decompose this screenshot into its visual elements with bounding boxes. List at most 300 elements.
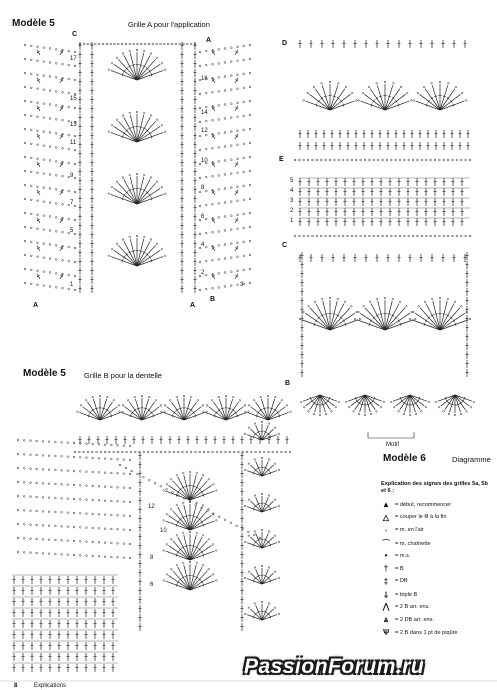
chain-mark: [48, 469, 50, 471]
chain-mark: [347, 159, 349, 161]
chain-mark: [438, 159, 440, 161]
chain-mark: [137, 473, 139, 475]
chain-mark: [431, 298, 433, 300]
grid-a-row-15: 15: [70, 96, 77, 102]
chain-mark: [342, 235, 344, 237]
stitch-mark: [226, 402, 239, 420]
grid-a-row-16: 16: [201, 76, 208, 82]
stitch-mark: [455, 395, 469, 406]
chain-mark: [54, 525, 56, 527]
legend-symbol-icon: ⌒: [382, 539, 390, 549]
chain-mark: [239, 400, 241, 402]
chain-mark: [17, 495, 19, 497]
stitch-mark: [268, 407, 285, 420]
chain-mark: [23, 551, 25, 553]
chain-mark: [469, 318, 471, 320]
chain-mark: [395, 159, 397, 161]
chain-mark: [329, 297, 331, 299]
chain-mark: [94, 43, 96, 45]
chain-mark: [86, 527, 88, 529]
chain-mark: [156, 119, 158, 121]
chain-mark: [37, 144, 39, 146]
legend-text: = 2 DB arr. ens.: [395, 617, 435, 624]
chain-mark: [208, 538, 210, 540]
chain-mark: [86, 457, 88, 459]
chain-mark: [37, 284, 39, 286]
chain-mark: [54, 483, 56, 485]
chain-mark: [129, 501, 131, 503]
stitch-mark: [309, 94, 330, 110]
chain-mark: [351, 159, 353, 161]
chain-mark: [43, 131, 45, 133]
stitch-bar: [369, 402, 372, 404]
stitch-bar: [148, 409, 151, 411]
chain-mark: [312, 159, 314, 161]
grid-b-row-12: 12: [148, 504, 155, 510]
chain-mark: [92, 471, 94, 473]
chain-mark: [37, 158, 39, 160]
chain-mark: [54, 497, 56, 499]
chain-mark: [430, 159, 432, 161]
chain-mark: [68, 50, 70, 52]
stitch-mark: [209, 407, 226, 420]
chain-mark: [307, 159, 309, 161]
chain-mark: [62, 91, 64, 93]
stitch-bar: [315, 319, 317, 322]
chain-mark: [17, 453, 19, 455]
chain-mark: [307, 92, 309, 94]
chain-mark: [342, 159, 344, 161]
chain-mark: [456, 235, 458, 237]
chain-mark: [74, 163, 76, 165]
stitch-bar: [201, 521, 203, 524]
stitch-mark: [330, 85, 338, 110]
chain-mark: [62, 259, 64, 261]
chain-mark: [74, 79, 76, 81]
stitch-bar: [324, 314, 327, 315]
chain-mark: [435, 401, 437, 403]
stitch-bar: [92, 409, 95, 411]
chain-mark: [43, 75, 45, 77]
chain-mark: [42, 538, 44, 540]
chain-mark: [104, 542, 106, 544]
stitch-bar: [177, 521, 179, 524]
chain-mark: [61, 497, 63, 499]
chain-mark: [164, 405, 166, 407]
chain-mark: [43, 47, 45, 49]
chain-mark: [331, 411, 333, 413]
chain-mark: [62, 287, 64, 289]
chain-mark: [147, 451, 149, 453]
chain-mark: [362, 92, 364, 94]
chain-mark: [80, 405, 82, 407]
chain-mark: [86, 499, 88, 501]
stitch-mark: [364, 94, 385, 110]
chain-mark: [224, 272, 226, 274]
chain-mark: [224, 258, 226, 260]
stitch-bar: [379, 314, 382, 315]
chain-mark: [111, 62, 113, 64]
chain-mark: [62, 147, 64, 149]
chain-mark: [30, 468, 32, 470]
chain-mark: [259, 451, 261, 453]
chain-mark: [335, 406, 337, 408]
stitch-bar: [434, 314, 437, 315]
chain-mark: [61, 441, 63, 443]
chain-mark: [108, 255, 110, 257]
chain-mark: [190, 396, 192, 398]
chain-mark: [92, 555, 94, 557]
chain-mark: [243, 115, 245, 117]
stitch-mark: [432, 85, 440, 110]
chain-mark: [110, 542, 112, 544]
chain-mark: [199, 65, 201, 67]
chain-mark: [224, 286, 226, 288]
chain-mark: [36, 454, 38, 456]
chain-mark: [129, 515, 131, 517]
chain-mark: [24, 156, 26, 158]
chain-mark: [249, 268, 251, 270]
chain-mark: [92, 513, 94, 515]
chain-mark: [236, 525, 238, 527]
chain-mark: [24, 184, 26, 186]
chain-mark: [68, 190, 70, 192]
chain-mark: [224, 216, 226, 218]
chain-mark: [348, 406, 350, 408]
grid-tr-motif-label: Motif: [386, 442, 400, 448]
chain-mark: [164, 451, 166, 453]
chain-mark: [110, 472, 112, 474]
chain-mark: [30, 73, 32, 75]
chain-mark: [263, 451, 265, 453]
stitch-mark: [365, 395, 379, 406]
stitch-mark: [250, 465, 262, 476]
chain-mark: [207, 510, 209, 512]
chain-mark: [148, 43, 150, 45]
chain-mark: [30, 440, 32, 442]
chain-mark: [212, 147, 214, 149]
chain-mark: [316, 159, 318, 161]
stitch-mark: [262, 573, 274, 584]
chain-mark: [460, 413, 462, 415]
chain-mark: [356, 100, 358, 102]
stitch-bar: [132, 65, 135, 66]
stitch-mark: [440, 89, 455, 110]
chain-mark: [268, 423, 270, 425]
chain-mark: [382, 235, 384, 237]
stitch-mark: [184, 407, 201, 420]
chain-mark: [68, 218, 70, 220]
chain-mark: [199, 191, 201, 193]
chain-mark: [454, 414, 456, 416]
chain-mark: [261, 457, 263, 459]
chain-mark: [243, 283, 245, 285]
chain-mark: [351, 92, 353, 94]
chain-mark: [218, 132, 220, 134]
chain-mark: [216, 520, 218, 522]
chain-mark: [129, 445, 131, 447]
chain-mark: [160, 405, 162, 407]
chain-mark: [395, 235, 397, 237]
stitch-mark: [251, 407, 268, 420]
chain-mark: [376, 298, 378, 300]
chain-mark: [182, 562, 184, 564]
chain-mark: [87, 43, 89, 45]
chain-mark: [232, 396, 234, 398]
chain-mark: [244, 505, 246, 507]
chain-mark: [243, 241, 245, 243]
chain-mark: [24, 44, 26, 46]
chain-mark: [122, 177, 124, 179]
chain-mark: [129, 112, 131, 114]
chain-mark: [412, 235, 414, 237]
stitch-bar: [313, 402, 316, 404]
chain-mark: [417, 92, 419, 94]
chain-mark: [249, 184, 251, 186]
chain-mark: [30, 255, 32, 257]
stitch-mark: [262, 465, 274, 476]
chain-mark: [313, 86, 315, 88]
chain-mark: [199, 121, 201, 123]
chain-mark: [123, 445, 125, 447]
grid-a-row-9: 9: [70, 173, 74, 179]
stitch-bar: [192, 576, 195, 577]
chain-mark: [68, 288, 70, 290]
chain-mark: [303, 100, 305, 102]
chain-mark: [74, 205, 76, 207]
chain-mark: [320, 235, 322, 237]
chain-mark: [49, 90, 51, 92]
legend-text: = m.s.: [395, 552, 411, 559]
chain-mark: [249, 240, 251, 242]
chain-mark: [230, 257, 232, 259]
stitch-mark: [262, 501, 274, 512]
chain-mark: [121, 451, 123, 453]
chain-mark: [303, 406, 305, 408]
chain-mark: [98, 555, 100, 557]
chain-mark: [333, 159, 335, 161]
chain-mark: [300, 401, 302, 403]
chain-mark: [164, 193, 166, 195]
legend-text: = couper le fil à la fin: [395, 514, 447, 521]
chain-mark: [321, 82, 323, 84]
stitch-bar: [176, 409, 179, 411]
chain-mark: [37, 46, 39, 48]
legend-text: = DB: [395, 578, 408, 585]
chain-mark: [123, 473, 125, 475]
chain-mark: [274, 535, 276, 537]
chain-mark: [154, 482, 156, 484]
chain-mark: [268, 451, 270, 453]
chain-mark: [205, 246, 207, 248]
stitch-mark: [322, 85, 330, 110]
chain-mark: [104, 444, 106, 446]
chain-mark: [248, 499, 250, 501]
stitch-bar: [149, 194, 151, 197]
chain-mark: [243, 171, 245, 173]
stitch-bar: [430, 97, 433, 99]
chain-mark: [237, 214, 239, 216]
chain-mark: [43, 187, 45, 189]
chain-mark: [126, 451, 128, 453]
chain-mark: [274, 396, 276, 398]
chain-mark: [230, 89, 232, 91]
stitch-bar: [442, 314, 445, 315]
chain-mark: [218, 286, 220, 288]
chain-mark: [55, 76, 57, 78]
chain-mark: [61, 511, 63, 513]
chain-mark: [87, 451, 89, 453]
chain-mark: [55, 286, 57, 288]
chain-mark: [37, 60, 39, 62]
chain-mark: [23, 481, 25, 483]
chain-mark: [248, 535, 250, 537]
chain-mark: [212, 63, 214, 65]
grid-b-model-title: Modèle 5: [23, 368, 66, 379]
chain-mark: [364, 414, 366, 416]
chain-mark: [278, 433, 280, 435]
chain-mark: [110, 458, 112, 460]
chain-mark: [403, 413, 405, 415]
chain-mark: [253, 400, 255, 402]
stitch-mark: [167, 407, 184, 420]
chain-mark: [329, 81, 331, 83]
chain-mark: [49, 244, 51, 246]
chain-mark: [243, 269, 245, 271]
chain-mark: [116, 119, 118, 121]
stitch-bar: [123, 70, 125, 73]
chain-mark: [313, 413, 315, 415]
chain-mark: [224, 104, 226, 106]
chain-mark: [148, 396, 150, 398]
chain-mark: [68, 246, 70, 248]
chain-mark: [62, 175, 64, 177]
chain-mark: [218, 216, 220, 218]
chain-mark: [110, 528, 112, 530]
legend-text: = 2 B arr. ens.: [395, 603, 430, 610]
chain-mark: [298, 235, 300, 237]
chain-mark: [49, 76, 51, 78]
chain-mark: [129, 487, 131, 489]
chain-mark: [460, 159, 462, 161]
chain-mark: [230, 187, 232, 189]
chain-mark: [469, 235, 471, 237]
chain-mark: [143, 451, 145, 453]
chain-mark: [409, 318, 411, 320]
chain-mark: [243, 45, 245, 47]
chain-mark: [73, 540, 75, 542]
chain-mark: [30, 59, 32, 61]
chain-mark: [218, 62, 220, 64]
chain-mark: [30, 510, 32, 512]
chain-mark: [122, 405, 124, 407]
chain-mark: [74, 451, 76, 453]
chain-mark: [160, 485, 162, 487]
chain-mark: [237, 74, 239, 76]
chain-mark: [285, 451, 287, 453]
chain-mark: [74, 233, 76, 235]
chain-mark: [161, 62, 163, 64]
chain-mark: [218, 76, 220, 78]
chain-mark: [218, 188, 220, 190]
chain-mark: [421, 159, 423, 161]
chain-mark: [230, 61, 232, 63]
legend-text: = triple B: [395, 592, 418, 599]
legend-symbol-icon: ‡: [383, 576, 389, 586]
chain-mark: [104, 500, 106, 502]
grid-tr-marker-e: E: [279, 156, 284, 163]
legend-text: = B: [395, 565, 404, 572]
chain-mark: [110, 486, 112, 488]
chain-mark: [316, 235, 318, 237]
chain-mark: [55, 244, 57, 246]
chain-mark: [49, 216, 51, 218]
chain-mark: [74, 51, 76, 53]
chain-mark: [368, 159, 370, 161]
chain-mark: [205, 78, 207, 80]
chain-mark: [439, 81, 441, 83]
grid-a-row-8: 8: [201, 185, 205, 191]
chain-mark: [48, 441, 50, 443]
chain-mark: [49, 286, 51, 288]
chain-mark: [122, 53, 124, 55]
chain-mark: [205, 204, 207, 206]
chain-mark: [248, 463, 250, 465]
chain-mark: [74, 275, 76, 277]
chain-mark: [373, 159, 375, 161]
chain-mark: [308, 305, 310, 307]
chain-mark: [237, 88, 239, 90]
chain-mark: [218, 272, 220, 274]
chain-mark: [212, 574, 214, 576]
chain-mark: [62, 119, 64, 121]
chain-mark: [43, 285, 45, 287]
stitch-bar: [132, 127, 135, 128]
grid-b-caption: Grille B pour la dentelle: [84, 371, 162, 380]
chain-mark: [55, 90, 57, 92]
chain-mark: [98, 471, 100, 473]
chain-mark: [36, 552, 38, 554]
legend-item: [381, 628, 458, 637]
chain-mark: [23, 439, 25, 441]
chain-mark: [86, 541, 88, 543]
chain-mark: [218, 258, 220, 260]
chain-mark: [54, 455, 56, 457]
chain-mark: [212, 91, 214, 93]
chain-mark: [244, 613, 246, 615]
stitch-mark: [142, 407, 159, 420]
chain-mark: [218, 396, 220, 398]
chain-mark: [166, 514, 168, 516]
chain-mark: [23, 537, 25, 539]
chain-mark: [205, 148, 207, 150]
chain-mark: [176, 396, 178, 398]
chain-mark: [199, 149, 201, 151]
chain-mark: [466, 411, 468, 413]
chain-mark: [390, 235, 392, 237]
chain-mark: [230, 159, 232, 161]
chain-mark: [244, 405, 246, 407]
chain-mark: [137, 43, 139, 45]
chain-mark: [108, 69, 110, 71]
chain-mark: [30, 115, 32, 117]
chain-mark: [399, 159, 401, 161]
stitch-bar: [139, 65, 142, 66]
chain-mark: [160, 43, 162, 45]
chain-mark: [108, 193, 110, 195]
chain-mark: [268, 459, 270, 461]
grid-a-corner-a-right: A: [190, 302, 196, 309]
